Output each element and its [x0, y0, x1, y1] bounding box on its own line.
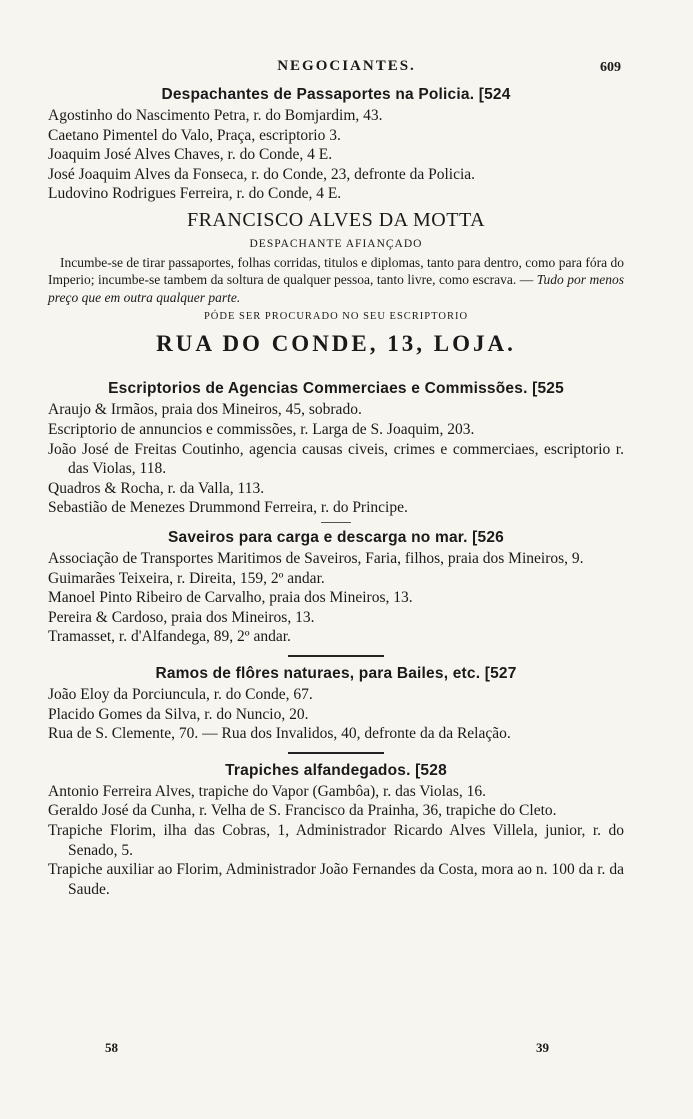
list-item: Associação de Transportes Maritimos de Saveiros, Faria, filhos, praia dos Mineiros, 9.: [48, 550, 584, 568]
list-item: Geraldo José da Cunha, r. Velha de S. Francisco da Prainha, 36, trapiche do Cleto.: [48, 802, 557, 820]
list-item: Placido Gomes da Silva, r. do Nuncio, 20.: [48, 705, 309, 723]
ad-body-text: Incumbe-se de tirar passaportes, folhas corridas, titulos e diplomas, tanto para dentro, como para fóra do Imperio; incumbe-se tambem da soltura de qualquer pessoa, tanto livre, como escrava. —: [48, 254, 624, 288]
list-item: João José de Freitas Coutinho, agencia causas civeis, crimes e commerciaes, escriptorio r. das Violas, 118.: [48, 440, 624, 478]
ad-title: DESPACHANTE AFIANÇADO: [249, 237, 423, 250]
list-item: Trapiche auxiliar ao Florim, Administrador João Fernandes da Costa, mora ao n. 100 da r. da Saude.: [48, 861, 624, 898]
list-item: Manoel Pinto Ribeiro de Carvalho, praia dos Mineiros, 13.: [48, 589, 413, 607]
section-trapiches: [48, 760, 624, 900]
page-footer: [0, 1040, 693, 1060]
ad-name: FRANCISCO ALVES DA MOTTA: [186, 208, 486, 231]
list-item: Agostinho do Nascimento Petra, r. do Bomjardim, 43.: [48, 107, 383, 124]
list-item: Joaquim José Alves Chaves, r. do Conde, 4 E.: [48, 146, 333, 164]
section-heading: Trapiches alfandegados. [528: [225, 761, 447, 779]
list-item: João Eloy da Porciuncula, r. do Conde, 67.: [48, 686, 313, 703]
list-item: Trapiche Florim, ilha das Cobras, 1, Administrador Ricardo Alves Villela, junior, r. do Senado, 5.: [48, 821, 624, 859]
section-despachantes: [48, 84, 624, 204]
ad-body-italic: Tudo por menos preço que em outra qualquer parte.: [48, 272, 624, 305]
list-item: Guimarães Teixeira, r. Direita, 159, 2º andar.: [48, 569, 325, 587]
ad-note: PÓDE SER PROCURADO NO SEU ESCRIPTORIO: [203, 311, 469, 323]
list-item: Sebastião de Menezes Drummond Ferreira, r. do Principe.: [48, 499, 408, 517]
section-ramos: [48, 663, 624, 744]
page-number: 609: [600, 60, 621, 75]
signature-mark-left: 58: [105, 1040, 118, 1055]
section-escriptorios: [48, 378, 624, 518]
list-item: Pereira & Cardoso, praia dos Mineiros, 13.: [48, 608, 315, 626]
list-item: Antonio Ferreira Alves, trapiche do Vapor (Gambôa), r. das Violas, 16.: [48, 782, 486, 800]
ad-body: [48, 254, 624, 307]
list-item: Araujo & Irmãos, praia dos Mineiros, 45, sobrado.: [48, 401, 362, 419]
list-item: Caetano Pimentel do Valo, Praça, escriptorio 3.: [48, 126, 341, 144]
ad-address: RUA DO CONDE, 13, LOJA.: [156, 331, 516, 357]
section-heading: Saveiros para carga e descarga no mar. [526: [167, 529, 504, 547]
list-item: Quadros & Rocha, r. da Valla, 113.: [48, 479, 265, 497]
divider: [288, 752, 384, 754]
section-heading: Ramos de flôres naturaes, para Bailes, etc. [527: [155, 665, 517, 682]
section-saveiros: [48, 527, 624, 647]
list-item: Ludovino Rodrigues Ferreira, r. do Conde, 4 E.: [48, 185, 342, 203]
section-heading: Despachantes de Passaportes na Policia. [524: [161, 86, 511, 103]
divider: [288, 655, 384, 657]
running-head: NEGOCIANTES.: [277, 58, 416, 74]
list-item: Escriptorio de annuncios e commissões, r. Larga de S. Joaquim, 203.: [48, 421, 475, 439]
page-header: [0, 58, 693, 80]
divider: [321, 522, 351, 523]
list-item: José Joaquim Alves da Fonseca, r. do Conde, 23, defronte da Policia.: [48, 165, 476, 183]
section-heading: Escriptorios de Agencias Commerciaes e Commissões. [525: [108, 380, 564, 398]
list-item: Rua de S. Clemente, 70. — Rua dos Invalidos, 40, defronte da da Relação.: [48, 725, 511, 743]
page-content: [48, 84, 624, 899]
advertisement: [48, 206, 624, 361]
list-item: Tramasset, r. d'Alfandega, 89, 2º andar.: [48, 628, 291, 646]
signature-mark-right: 39: [536, 1040, 549, 1055]
